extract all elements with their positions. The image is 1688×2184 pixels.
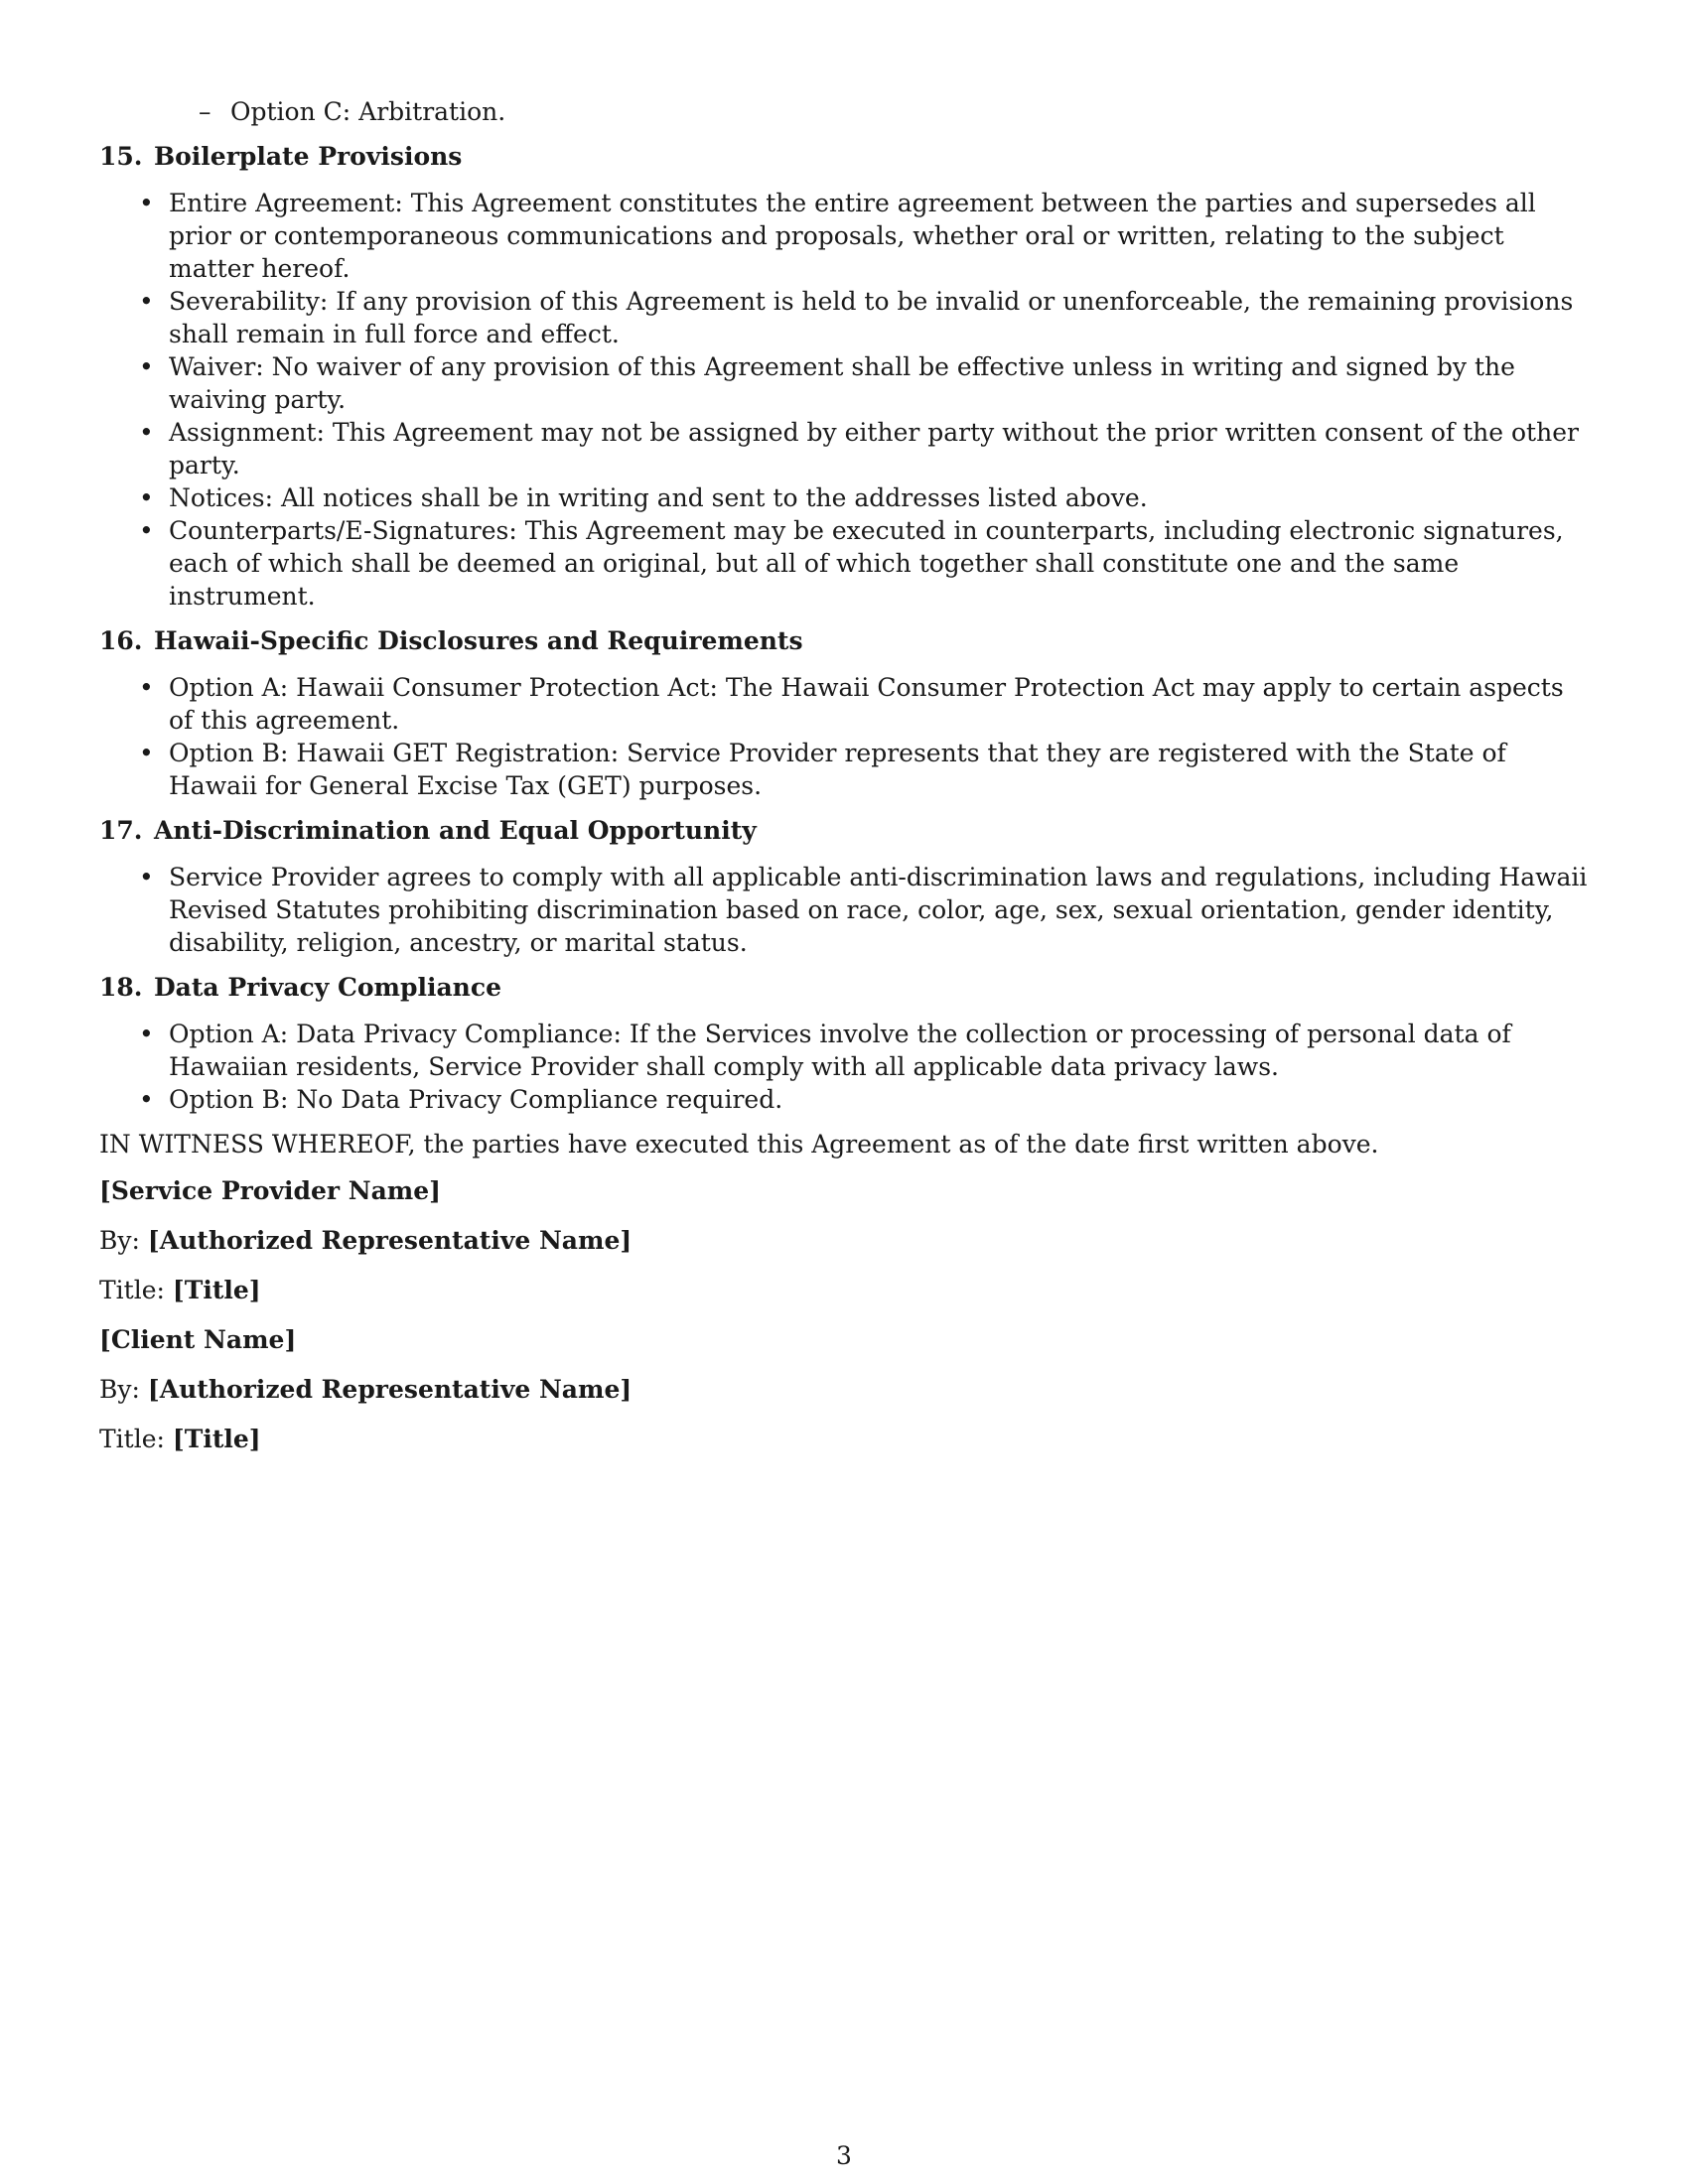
list-item (99, 285, 1589, 350)
list-item (99, 416, 1589, 481)
section-heading-16 (99, 624, 1589, 657)
client-name-line (99, 1323, 1589, 1356)
list-item (99, 1083, 1589, 1116)
bullet-marker: • (139, 863, 154, 891)
list-item (99, 350, 1589, 416)
section-number: 17. (99, 816, 143, 845)
list-item-text: Service Provider agrees to comply with all applicable anti-discrimination laws and regulations, including Hawaii Revised Statutes prohibiting discrimination based on race, color, age, sex, sexual orientation, gender identity, disability, religion, ancestry, or marital status. (169, 863, 1588, 957)
list-item (99, 481, 1589, 514)
provider-title: [Title] (172, 1276, 261, 1304)
list-item (99, 671, 1589, 737)
by-label: By: (99, 1375, 140, 1404)
list-item-text: Waiver: No waiver of any provision of this Agreement shall be effective unless in writing and signed by the waiving party. (169, 352, 1515, 414)
list-item-text: Counterparts/E-Signatures: This Agreement may be executed in counterparts, including electronic signatures, each of which shall be deemed an original, but all of which together shall constitute one and the same instrument. (169, 516, 1564, 611)
list-item (99, 187, 1589, 285)
sub-option-item (199, 95, 1589, 128)
section-heading-18 (99, 971, 1589, 1004)
list-item-text: Option A: Hawaii Consumer Protection Act: The Hawaii Consumer Protection Act may apply to certain aspects of this agreement. (169, 673, 1564, 735)
client-by-line (99, 1373, 1589, 1406)
list-item-text: Assignment: This Agreement may not be assigned by either party without the prior written consent of the other party. (169, 418, 1579, 479)
section-number: 18. (99, 973, 143, 1002)
section-16-list (99, 671, 1589, 802)
provider-title-line (99, 1274, 1589, 1306)
bullet-marker: • (139, 189, 154, 217)
page-number: 3 (836, 2141, 852, 2170)
bullet-marker: • (139, 483, 154, 512)
list-item-text: Severability: If any provision of this Agreement is held to be invalid or unenforceable, the remaining provisions shall remain in full force and effect. (169, 287, 1574, 348)
bullet-marker: • (139, 739, 154, 767)
bullet-marker: • (139, 516, 154, 545)
title-label: Title: (99, 1425, 165, 1453)
section-18-list (99, 1018, 1589, 1116)
sub-option-text: Option C: Arbitration. (230, 97, 506, 126)
document-page (99, 95, 1589, 1472)
section-number: 15. (99, 142, 143, 171)
section-title: Data Privacy Compliance (154, 973, 501, 1002)
section-15-list (99, 187, 1589, 613)
provider-by-line (99, 1224, 1589, 1257)
dash-marker: – (199, 97, 211, 126)
list-item (99, 514, 1589, 613)
bullet-marker: • (139, 1020, 154, 1048)
provider-representative: [Authorized Representative Name] (147, 1226, 633, 1255)
bullet-marker: • (139, 418, 154, 447)
provider-name: [Service Provider Name] (99, 1176, 441, 1205)
provider-name-line (99, 1174, 1589, 1207)
list-item-text: Option B: No Data Privacy Compliance required. (169, 1085, 783, 1114)
bullet-marker: • (139, 673, 154, 702)
section-number: 16. (99, 626, 143, 655)
bullet-marker: • (139, 1085, 154, 1114)
list-item-text: Entire Agreement: This Agreement constitutes the entire agreement between the parties and supersedes all prior or contemporaneous communications and proposals, whether oral or written, relating to the subject matter hereof. (169, 189, 1536, 283)
section-heading-17 (99, 814, 1589, 847)
list-item-text: Notices: All notices shall be in writing and sent to the addresses listed above. (169, 483, 1148, 512)
section-heading-15 (99, 140, 1589, 173)
section-title: Hawaii-Specific Disclosures and Requirements (154, 626, 803, 655)
bullet-marker: • (139, 287, 154, 316)
bullet-marker: • (139, 352, 154, 381)
list-item-text: Option B: Hawaii GET Registration: Service Provider represents that they are registered with the State of Hawaii for General Excise Tax (GET) purposes. (169, 739, 1506, 800)
witness-clause: IN WITNESS WHEREOF, the parties have executed this Agreement as of the date first written above. (99, 1130, 1379, 1159)
section-17-list (99, 861, 1589, 959)
client-representative: [Authorized Representative Name] (147, 1375, 633, 1404)
list-item-text: Option A: Data Privacy Compliance: If the Services involve the collection or processing of personal data of Hawaiian residents, Service Provider shall comply with all applicable data privacy laws. (169, 1020, 1511, 1081)
by-label: By: (99, 1226, 140, 1255)
list-item (99, 1018, 1589, 1083)
section-title: Boilerplate Provisions (154, 142, 463, 171)
client-name: [Client Name] (99, 1325, 297, 1354)
list-item (99, 737, 1589, 802)
list-item (99, 861, 1589, 959)
section-title: Anti-Discrimination and Equal Opportunity (154, 816, 757, 845)
title-label: Title: (99, 1276, 165, 1304)
client-title-line (99, 1423, 1589, 1455)
client-title: [Title] (172, 1425, 261, 1453)
